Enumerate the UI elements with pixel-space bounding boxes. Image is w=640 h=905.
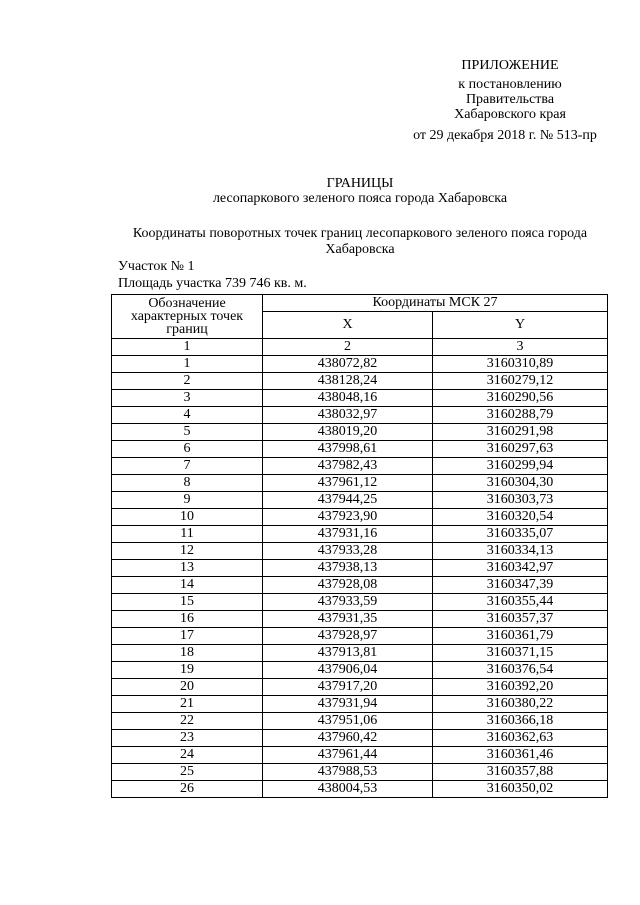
y-coordinate-cell: 3160361,79 <box>433 628 608 645</box>
header-coordinates: Координаты МСК 27 <box>263 295 608 312</box>
appendix-line-3: Хабаровского края <box>454 107 566 122</box>
y-coordinate-cell: 3160335,07 <box>433 526 608 543</box>
y-coordinate-cell: 3160290,56 <box>433 390 608 407</box>
table-row <box>112 373 608 390</box>
table-row <box>112 577 608 594</box>
x-coordinate-cell: 437938,13 <box>263 560 433 577</box>
x-coordinate-cell: 437944,25 <box>263 492 433 509</box>
point-number-cell: 1 <box>112 356 263 373</box>
point-number-cell: 24 <box>112 747 263 764</box>
y-coordinate-cell: 3160376,54 <box>433 662 608 679</box>
header-point-designation: Обозначение характерных точек границ <box>112 295 263 339</box>
x-coordinate-cell: 437913,81 <box>263 645 433 662</box>
x-coordinate-cell: 437960,42 <box>263 730 433 747</box>
y-coordinate-cell: 3160304,30 <box>433 475 608 492</box>
y-coordinate-cell: 3160297,63 <box>433 441 608 458</box>
point-number-cell: 16 <box>112 611 263 628</box>
table-row <box>112 424 608 441</box>
title-sub: лесопаркового зеленого пояса города Хабаровска <box>212 191 508 206</box>
y-coordinate-cell: 3160392,20 <box>433 679 608 696</box>
point-number-cell: 20 <box>112 679 263 696</box>
appendix-date-line: от 29 декабря 2018 г. № 513-пр <box>413 128 597 143</box>
column-number: 2 <box>263 339 433 356</box>
table-row <box>112 645 608 662</box>
table-row <box>112 509 608 526</box>
table-row <box>112 611 608 628</box>
header-y: Y <box>433 312 608 339</box>
point-number-cell: 9 <box>112 492 263 509</box>
table-row <box>112 356 608 373</box>
point-number-cell: 23 <box>112 730 263 747</box>
point-number-cell: 19 <box>112 662 263 679</box>
y-coordinate-cell: 3160320,54 <box>433 509 608 526</box>
point-number-cell: 22 <box>112 713 263 730</box>
point-number-cell: 6 <box>112 441 263 458</box>
x-coordinate-cell: 437998,61 <box>263 441 433 458</box>
table-row <box>112 560 608 577</box>
table-row <box>112 594 608 611</box>
point-number-cell: 15 <box>112 594 263 611</box>
point-number-cell: 2 <box>112 373 263 390</box>
y-coordinate-cell: 3160303,73 <box>433 492 608 509</box>
point-number-cell: 11 <box>112 526 263 543</box>
table-body <box>112 356 608 798</box>
appendix-heading: ПРИЛОЖЕНИЕ <box>461 58 559 73</box>
y-coordinate-cell: 3160380,22 <box>433 696 608 713</box>
coordinates-table <box>111 294 608 798</box>
point-number-cell: 21 <box>112 696 263 713</box>
table-row <box>112 526 608 543</box>
table-row <box>112 662 608 679</box>
plot-label: Участок № 1 <box>118 259 195 274</box>
column-number: 3 <box>433 339 608 356</box>
y-coordinate-cell: 3160291,98 <box>433 424 608 441</box>
table-row <box>112 475 608 492</box>
point-number-cell: 25 <box>112 764 263 781</box>
x-coordinate-cell: 437928,08 <box>263 577 433 594</box>
x-coordinate-cell: 438048,16 <box>263 390 433 407</box>
table-row <box>112 441 608 458</box>
x-coordinate-cell: 438032,97 <box>263 407 433 424</box>
point-number-cell: 13 <box>112 560 263 577</box>
y-coordinate-cell: 3160362,63 <box>433 730 608 747</box>
x-coordinate-cell: 437982,43 <box>263 458 433 475</box>
y-coordinate-cell: 3160371,15 <box>433 645 608 662</box>
y-coordinate-cell: 3160279,12 <box>433 373 608 390</box>
plot-area: Площадь участка 739 746 кв. м. <box>118 276 307 291</box>
y-coordinate-cell: 3160334,13 <box>433 543 608 560</box>
title-main: ГРАНИЦЫ <box>326 176 394 191</box>
appendix-line-2: Правительства <box>465 92 555 107</box>
y-coordinate-cell: 3160357,88 <box>433 764 608 781</box>
table-row <box>112 730 608 747</box>
point-number-cell: 26 <box>112 781 263 798</box>
table-row <box>112 458 608 475</box>
table-row <box>112 492 608 509</box>
x-coordinate-cell: 437951,06 <box>263 713 433 730</box>
header-x: X <box>263 312 433 339</box>
table-row <box>112 628 608 645</box>
table-row <box>112 696 608 713</box>
point-number-cell: 10 <box>112 509 263 526</box>
x-coordinate-cell: 437961,12 <box>263 475 433 492</box>
point-number-cell: 17 <box>112 628 263 645</box>
x-coordinate-cell: 437933,59 <box>263 594 433 611</box>
x-coordinate-cell: 437931,16 <box>263 526 433 543</box>
y-coordinate-cell: 3160288,79 <box>433 407 608 424</box>
table-row <box>112 747 608 764</box>
x-coordinate-cell: 437906,04 <box>263 662 433 679</box>
appendix-line-1: к постановлению <box>458 77 562 92</box>
appendix-block <box>395 58 625 143</box>
x-coordinate-cell: 437961,44 <box>263 747 433 764</box>
y-coordinate-cell: 3160357,37 <box>433 611 608 628</box>
table-row <box>112 713 608 730</box>
y-coordinate-cell: 3160299,94 <box>433 458 608 475</box>
table-row <box>112 390 608 407</box>
column-number: 1 <box>112 339 263 356</box>
table-row <box>112 781 608 798</box>
y-coordinate-cell: 3160310,89 <box>433 356 608 373</box>
point-number-cell: 7 <box>112 458 263 475</box>
y-coordinate-cell: 3160361,46 <box>433 747 608 764</box>
point-number-cell: 14 <box>112 577 263 594</box>
document-title <box>90 176 630 206</box>
plot-info <box>118 258 307 292</box>
x-coordinate-cell: 438004,53 <box>263 781 433 798</box>
table-row <box>112 543 608 560</box>
x-coordinate-cell: 437931,35 <box>263 611 433 628</box>
table-row <box>112 407 608 424</box>
x-coordinate-cell: 437917,20 <box>263 679 433 696</box>
y-coordinate-cell: 3160347,39 <box>433 577 608 594</box>
point-number-cell: 5 <box>112 424 263 441</box>
point-number-cell: 3 <box>112 390 263 407</box>
y-coordinate-cell: 3160342,97 <box>433 560 608 577</box>
y-coordinate-cell: 3160366,18 <box>433 713 608 730</box>
table-row <box>112 679 608 696</box>
x-coordinate-cell: 437923,90 <box>263 509 433 526</box>
y-coordinate-cell: 3160355,44 <box>433 594 608 611</box>
x-coordinate-cell: 438072,82 <box>263 356 433 373</box>
x-coordinate-cell: 438128,24 <box>263 373 433 390</box>
point-number-cell: 8 <box>112 475 263 492</box>
coordinates-subheading: Координаты поворотных точек границ лесопаркового зеленого пояса города Хабаровска <box>132 226 588 257</box>
table-row <box>112 764 608 781</box>
point-number-cell: 4 <box>112 407 263 424</box>
x-coordinate-cell: 437928,97 <box>263 628 433 645</box>
x-coordinate-cell: 437933,28 <box>263 543 433 560</box>
point-number-cell: 18 <box>112 645 263 662</box>
y-coordinate-cell: 3160350,02 <box>433 781 608 798</box>
x-coordinate-cell: 438019,20 <box>263 424 433 441</box>
x-coordinate-cell: 437931,94 <box>263 696 433 713</box>
point-number-cell: 12 <box>112 543 263 560</box>
x-coordinate-cell: 437988,53 <box>263 764 433 781</box>
